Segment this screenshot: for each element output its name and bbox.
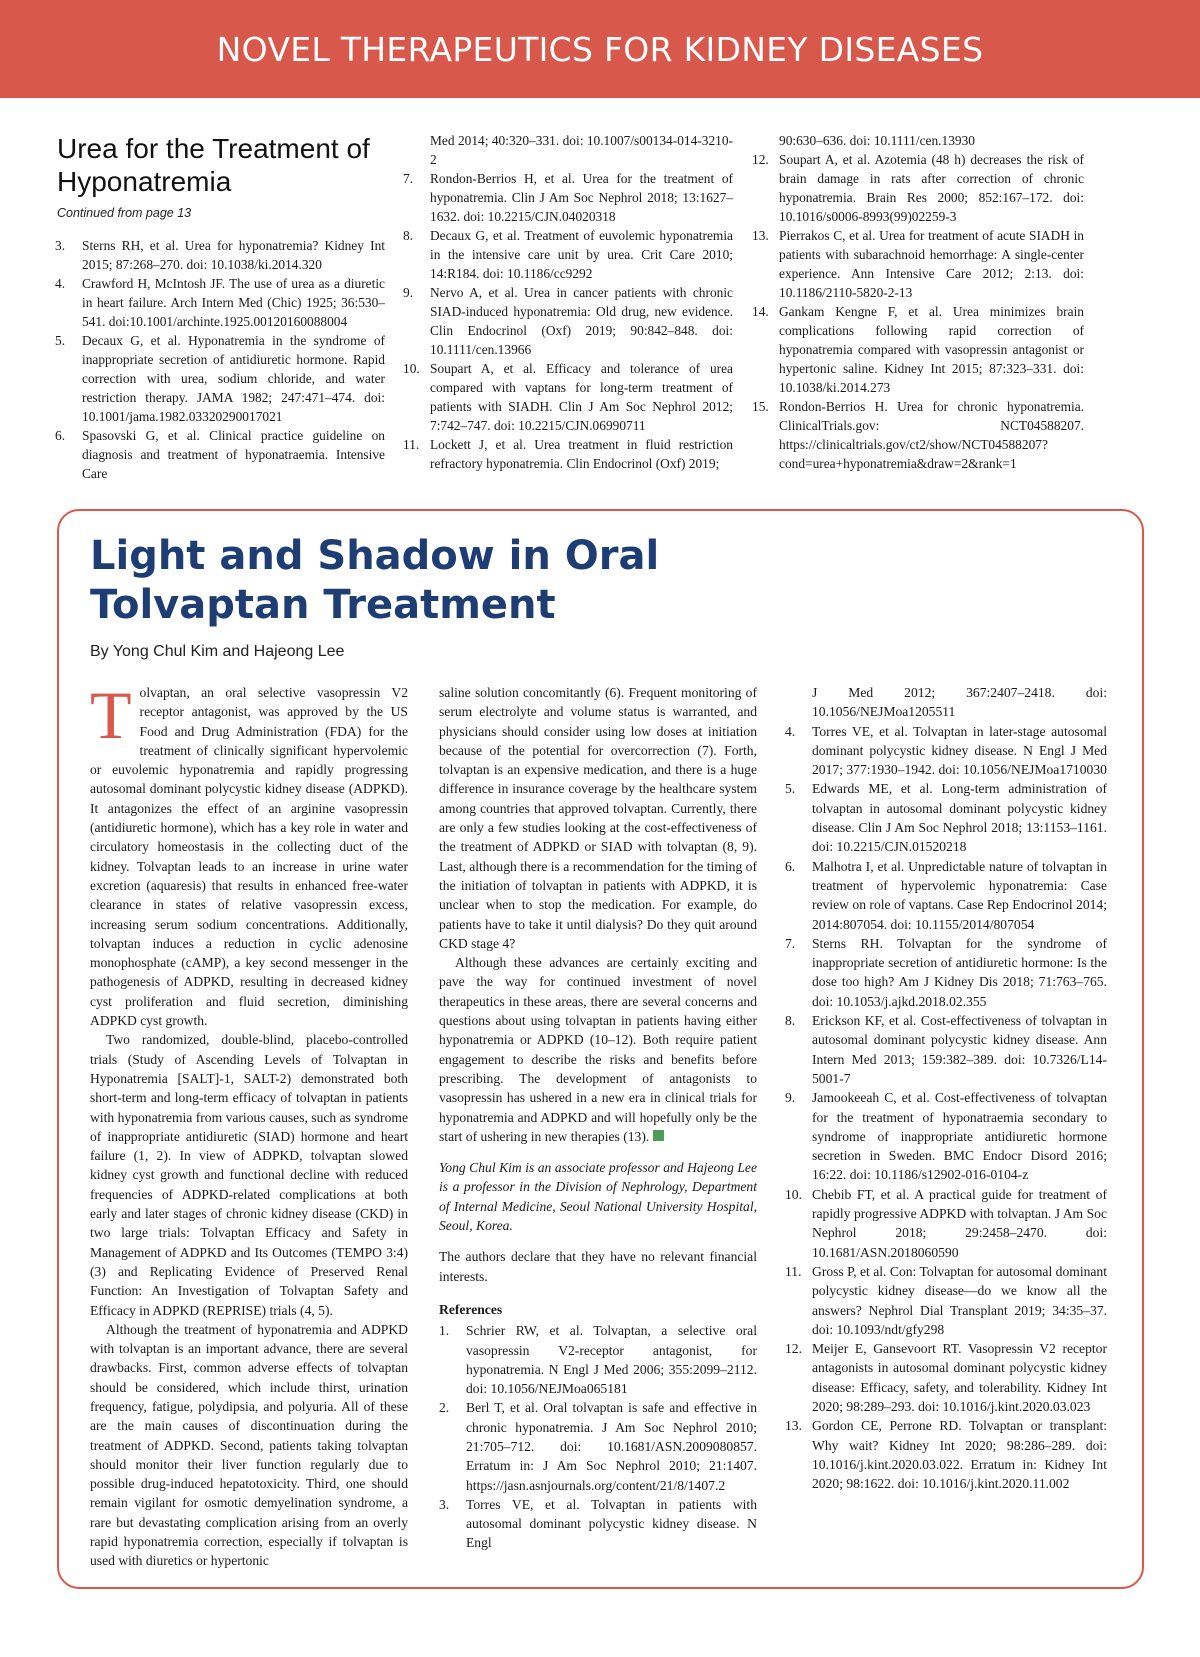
reference-item	[785, 1262, 1107, 1339]
reference-text: Crawford H, McIntosh JF. The use of urea as a diuretic in heart failure. Arch Intern Med (Chic) 1925; 36:530–541. doi:10.1001/archinte.1925.00120160088004	[82, 276, 385, 329]
reference-item	[403, 226, 733, 283]
reference-item	[439, 1398, 757, 1494]
reference-text: Gordon CE, Perrone RD. Tolvaptan or transplant: Why wait? Kidney Int 2020; 98:286–289. doi: 10.1016/j.kint.2020.03.022. Erratum in: Kidney Int 2020; 98:1622. doi: 10.1016/j.kint.2020.11.002	[812, 1418, 1107, 1492]
reference-number: 6.	[785, 858, 796, 874]
reference-text: Gross P, et al. Con: Tolvaptan for autosomal dominant polycystic kidney disease—do we know all the answers? Nephrol Dial Transplant 2019; 34:35–37. doi: 10.1093/ndt/gfy298	[812, 1263, 1107, 1337]
reference-number: 1.	[439, 1323, 450, 1339]
reference-number: 4.	[55, 276, 66, 291]
article-col-1	[90, 677, 408, 1571]
ref-continuation: Med 2014; 40:320–331. doi: 10.1007/s00134-014-3210-2	[430, 133, 733, 167]
reference-item	[785, 1185, 1107, 1262]
header-banner	[0, 0, 1200, 98]
reference-item	[752, 302, 1084, 397]
reference-number: 4.	[785, 723, 796, 739]
reference-number: 2.	[439, 1400, 450, 1416]
reference-number: 5.	[785, 781, 796, 797]
reference-number: 10.	[403, 361, 420, 376]
reference-text: Malhotra I, et al. Unpredictable nature of tolvaptan in treatment of hypervolemic hyponatremia: Case review on role of vaptans. Case Rep Endocrinol 2014; 2014:807054. doi: 10.1155/2014/807054	[812, 858, 1107, 932]
reference-number: 14.	[752, 304, 769, 319]
reference-item	[55, 426, 385, 483]
reference-number: 5.	[55, 333, 66, 348]
reference-number: 12.	[752, 152, 769, 167]
reference-number: 10.	[785, 1186, 802, 1202]
reference-text: Decaux G, et al. Treatment of euvolemic hyponatremia in the intensive care unit by urea. Crit Care 2010; 14:R184. doi: 10.1186/cc9292	[430, 228, 733, 281]
reference-item	[785, 857, 1107, 934]
reference-item	[785, 779, 1107, 856]
section-title: NOVEL THERAPEUTICS FOR KIDNEY DISEASES	[216, 30, 984, 69]
reference-text: Sterns RH, et al. Urea for hyponatremia? Kidney Int 2015; 87:268–270. doi: 10.1038/ki.2014.320	[82, 238, 385, 272]
reference-number: 3.	[55, 238, 66, 253]
reference-text: Berl T, et al. Oral tolvaptan is safe and effective in chronic hyponatremia. J Am Soc Nephrol 2010; 21:705–712. doi: 10.1681/ASN.2009080857. Erratum in: J Am Soc Nephrol 2010; 21:1407. https://jasn.asnjournals.org/content/21/8/1407.2	[466, 1400, 757, 1493]
reference-text: Gankam Kengne F, et al. Urea minimizes brain complications following rapid correction of hyponatremia compared with vasopressin antagonist or hypertonic saline. Kidney Int 2015; 87:323–331. doi: 10.1038/ki.2014.273	[779, 304, 1084, 395]
paragraph-4: saline solution concomitantly (6). Frequent monitoring of serum electrolyte and volume status is warranted, and physicians should consider using low doses at initiation because of the potential for overcorrection (7). Forth, tolvaptan is an expensive medication, and there is a huge difference in insurance coverage by the healthcare system among countries that approved tolvaptan. Currently, there are only a few studies looking at the cost-effectiveness of the treatment of ADPKD or SIAD with tolvaptan (8, 9). Last, although there is a recommendation for the timing of the initiation of tolvaptan in patients with ADPKD, it is unclear when to stop the medication. For example, do patients have to take it until dialysis? Do they quit around CKD stage 4?	[439, 685, 757, 951]
reference-number: 13.	[785, 1418, 802, 1434]
reference-item	[55, 236, 385, 274]
reference-item	[439, 1495, 757, 1553]
reference-number: 13.	[752, 228, 769, 243]
reference-item	[785, 1011, 1107, 1088]
reference-number: 7.	[403, 171, 414, 186]
drop-cap: T	[90, 677, 132, 753]
reference-number: 9.	[403, 285, 414, 300]
urea-section	[0, 98, 1200, 498]
continued-note: Continued from page 13	[57, 206, 192, 220]
paragraph-1-text: olvaptan, an oral selective vasopressin V2 receptor antagonist, was approved by the US Food and Drug Administration (FDA) for the treatment of clinically significant hypervolemic or euvolemic hyponatremia and rapidly progressing autosomal dominant polycystic kidney disease (ADPKD). It antagonizes the effect of an arginine vasopressin (antidiuretic hormone), which has a key role in water and circulatory homeostasis in the collecting duct of the kidney. Tolvaptan leads to an increase in urine water excretion (aquaresis) that results in enhanced free-water clearance in states of relative vasopressin excess, increasing serum sodium concentrations. Additionally, tolvaptan induces a reduction in cyclic adenosine monophosphate (cAMP), a key second messenger in the pathogenesis of ADPKD, resulting in decreased kidney cyst proliferation and fluid secretion, diminishing ADPKD cyst growth.	[90, 685, 408, 1029]
reference-item	[752, 397, 1084, 473]
reference-text: Erickson KF, et al. Cost-effectiveness of tolvaptan in autosomal dominant polycystic kidney disease. Ann Intern Med 2013; 159:382–389. doi: 10.7326/L14-5001-7	[812, 1013, 1107, 1086]
reference-text: Rondon-Berrios H, et al. Urea for the treatment of hyponatremia. Clin J Am Soc Nephrol 2018; 13:1627–1632. doi: 10.2215/CJN.04020318	[430, 171, 733, 224]
reference-number: 7.	[785, 935, 796, 951]
reference-number: 11.	[785, 1263, 802, 1279]
reference-item	[55, 331, 385, 426]
byline: By Yong Chul Kim and Hajeong Lee	[90, 643, 345, 660]
reference-item	[752, 150, 1084, 226]
urea-refs-col-1	[55, 236, 385, 483]
reference-item	[785, 934, 1107, 1011]
reference-number: 8.	[785, 1013, 796, 1029]
reference-item	[785, 1088, 1107, 1184]
ref-continuation: J Med 2012; 367:2407–2418. doi: 10.1056/NEJMoa1205511	[812, 685, 1107, 720]
ref-continuation: 90:630–636. doi: 10.1111/cen.13930	[779, 133, 976, 148]
reference-item	[403, 435, 733, 473]
reference-number: 9.	[785, 1090, 796, 1106]
reference-number: 8.	[403, 228, 414, 243]
reference-text: Torres VE, et al. Tolvaptan in later-stage autosomal dominant polycystic kidney disease. N Engl J Med 2017; 377:1930–1942. doi: 10.1056/NEJMoa1710030	[812, 723, 1107, 778]
reference-text: Pierrakos C, et al. Urea for treatment of acute SIADH in patients with subarachnoid hemorrhage: A single-center experience. Ann Intensive Care 2012; 2:13. doi: 10.1186/2110-5820-2-13	[779, 228, 1084, 300]
paragraph-5-text: Although these advances are certainly exciting and pave the way for continued investment of novel therapeutics in these areas, there are several concerns and questions about using tolvaptan in patients having either hyponatremia or ADPKD (10–12). Both require patient engagement to describe the risks and benefits before prescribing. The development of antagonists to vasopressin has ushered in a new era in clinical trials for hyponatremia and ADPKD and will hopefully only be the start of ushering in new therapies (13).	[439, 955, 757, 1144]
reference-text: Sterns RH. Tolvaptan for the syndrome of inappropriate secretion of antidiuretic hormone: Is the dose too high? Am J Kidney Dis 2018; 71:763–765. doi: 10.1053/j.ajkd.2018.02.355	[812, 935, 1107, 1009]
reference-number: 6.	[55, 428, 66, 443]
reference-text: Schrier RW, et al. Tolvaptan, a selective oral vasopressin V2-receptor antagonist, for hyponatremia. N Engl J Med 2006; 355:2099–2112. doi: 10.1056/NEJMoa065181	[466, 1323, 757, 1397]
urea-refs-col-2	[403, 131, 733, 473]
paragraph-3: Although the treatment of hyponatremia and ADPKD with tolvaptan is an important advance, there are several drawbacks. First, common adverse effects of tolvaptan should be considered, which include thirst, urination frequency, fatigue, polydipsia, and polyuria. All of these are the main causes of discontinuation during the treatment of ADPKD. Second, patients taking tolvaptan should monitor their liver function regularly due to possible drug-induced hepatotoxicity. Third, one should remain vigilant for osmotic demyelination syndrome, a rare but devastating complication arising from an overly rapid hyponatremia correction, especially if tolvaptan is used with diuretics or hypertonic	[90, 1321, 408, 1569]
article-col-2	[439, 683, 757, 1553]
reference-item	[403, 359, 733, 435]
reference-number: 3.	[439, 1496, 450, 1512]
reference-text: Lockett J, et al. Urea treatment in fluid restriction refractory hyponatremia. Clin Endocrinol (Oxf) 2019;	[430, 437, 733, 471]
references-heading: References	[439, 1301, 503, 1317]
reference-item	[55, 274, 385, 331]
reference-item	[785, 1416, 1107, 1493]
reference-text: Chebib FT, et al. A practical guide for treatment of rapidly progressive ADPKD with tolvaptan. J Am Soc Nephrol 2018; 29:2458–2470. doi: 10.1681/ASN.2018060590	[812, 1186, 1107, 1260]
reference-text: Spasovski G, et al. Clinical practice guideline on diagnosis and treatment of hyponatraemia. Intensive Care	[82, 428, 385, 481]
end-mark-icon	[653, 1130, 664, 1141]
reference-item	[785, 1339, 1107, 1416]
reference-item	[403, 169, 733, 226]
article-title: Light and Shadow in Oral Tolvaptan Treatment	[90, 533, 660, 628]
article-col-3	[785, 683, 1107, 1493]
reference-text: Rondon-Berrios H. Urea for chronic hyponatremia. ClinicalTrials.gov: NCT04588207. https://clinicaltrials.gov/ct2/show/NCT04588207?cond=urea+hyponatremia&draw=2&rank=1	[779, 399, 1084, 471]
disclosure: The authors declare that they have no relevant financial interests.	[439, 1249, 757, 1284]
reference-item	[439, 1321, 757, 1398]
urea-article-title: Urea for the Treatment of Hyponatremia	[57, 133, 370, 197]
paragraph-5	[439, 953, 757, 1146]
reference-text: Soupart A, et al. Efficacy and tolerance of urea compared with vaptans for long-term treatment of patients with SIADH. Clin J Am Soc Nephrol 2012; 7:742–747. doi: 10.2215/CJN.06990711	[430, 361, 733, 433]
reference-number: 12.	[785, 1341, 802, 1357]
reference-text: Meijer E, Gansevoort RT. Vasopressin V2 receptor antagonists in autosomal dominant polycystic kidney disease: Efficacy, safety, and tolerability. Kidney Int 2020; 98:289–293. doi: 10.1016/j.kint.2020.03.023	[812, 1341, 1107, 1414]
reference-text: Jamookeeah C, et al. Cost-effectiveness of tolvaptan for the treatment of hyponatraemia secondary to syndrome of inappropriate antidiuretic hormone secretion in Sweden. BMC Endocr Disord 2016; 16:22. doi: 10.1186/s12902-016-0104-z	[812, 1090, 1107, 1183]
reference-item	[752, 226, 1084, 302]
reference-text: Torres VE, et al. Tolvaptan in patients with autosomal dominant polycystic kidney disease. N Engl	[466, 1496, 757, 1551]
reference-text: Soupart A, et al. Azotemia (48 h) decreases the risk of brain damage in rats after correction of chronic hyponatremia. Brain Res 2000; 852:167–172. doi: 10.1016/s0006-8993(99)02259-3	[779, 152, 1084, 224]
reference-text: Edwards ME, et al. Long-term administration of tolvaptan in autosomal dominant polycystic kidney disease. Clin J Am Soc Nephrol 2018; 13:1153–1161. doi: 10.2215/CJN.01520218	[812, 781, 1107, 855]
paragraph-2: Two randomized, double-blind, placebo-controlled trials (Study of Ascending Levels of Tolvaptan in Hyponatremia [SALT]-1, SALT-2) demonstrated both short-term and long-term efficacy of tolvaptan in patients with hyponatremia from various causes, such as syndrome of inappropriate antidiuretic (SIAD) hormone and heart failure (1, 2). In view of ADPKD, tolvaptan slowed kidney cyst growth and functional decline with reduced frequencies of ADPKD-related complications at both early and later stages of chronic kidney disease (CKD) in two large trials: Tolvaptan Efficacy and Safety in Management of ADPKD and Its Outcomes (TEMPO 3:4) (3) and Replicating Evidence of Preserved Renal Function: An Investigation of Tolvaptan Safety and Efficacy in ADPKD (REPRISE) trials (4, 5).	[90, 1032, 408, 1318]
author-bio: Yong Chul Kim is an associate professor and Hajeong Lee is a professor in the Division of Nephrology, Department of Internal Medicine, Seoul National University Hospital, Seoul, Korea.	[439, 1160, 757, 1234]
reference-item	[785, 722, 1107, 780]
paragraph-1	[90, 677, 408, 1030]
reference-number: 11.	[403, 437, 420, 452]
reference-number: 15.	[752, 399, 769, 414]
reference-text: Decaux G, et al. Hyponatremia in the syndrome of inappropriate secretion of antidiuretic hormone. Rapid correction with urea, sodium chloride, and water restriction therapy. JAMA 1982; 247:471–474. doi: 10.1001/jama.1982.03320290017021	[82, 333, 385, 424]
reference-text: Nervo A, et al. Urea in cancer patients with chronic SIAD-induced hyponatremia: Old drug, new evidence. Clin Endocrinol (Oxf) 2019; 90:842–848. doi: 10.1111/cen.13966	[430, 285, 733, 357]
urea-refs-col-3	[752, 131, 1084, 473]
reference-item	[403, 283, 733, 359]
